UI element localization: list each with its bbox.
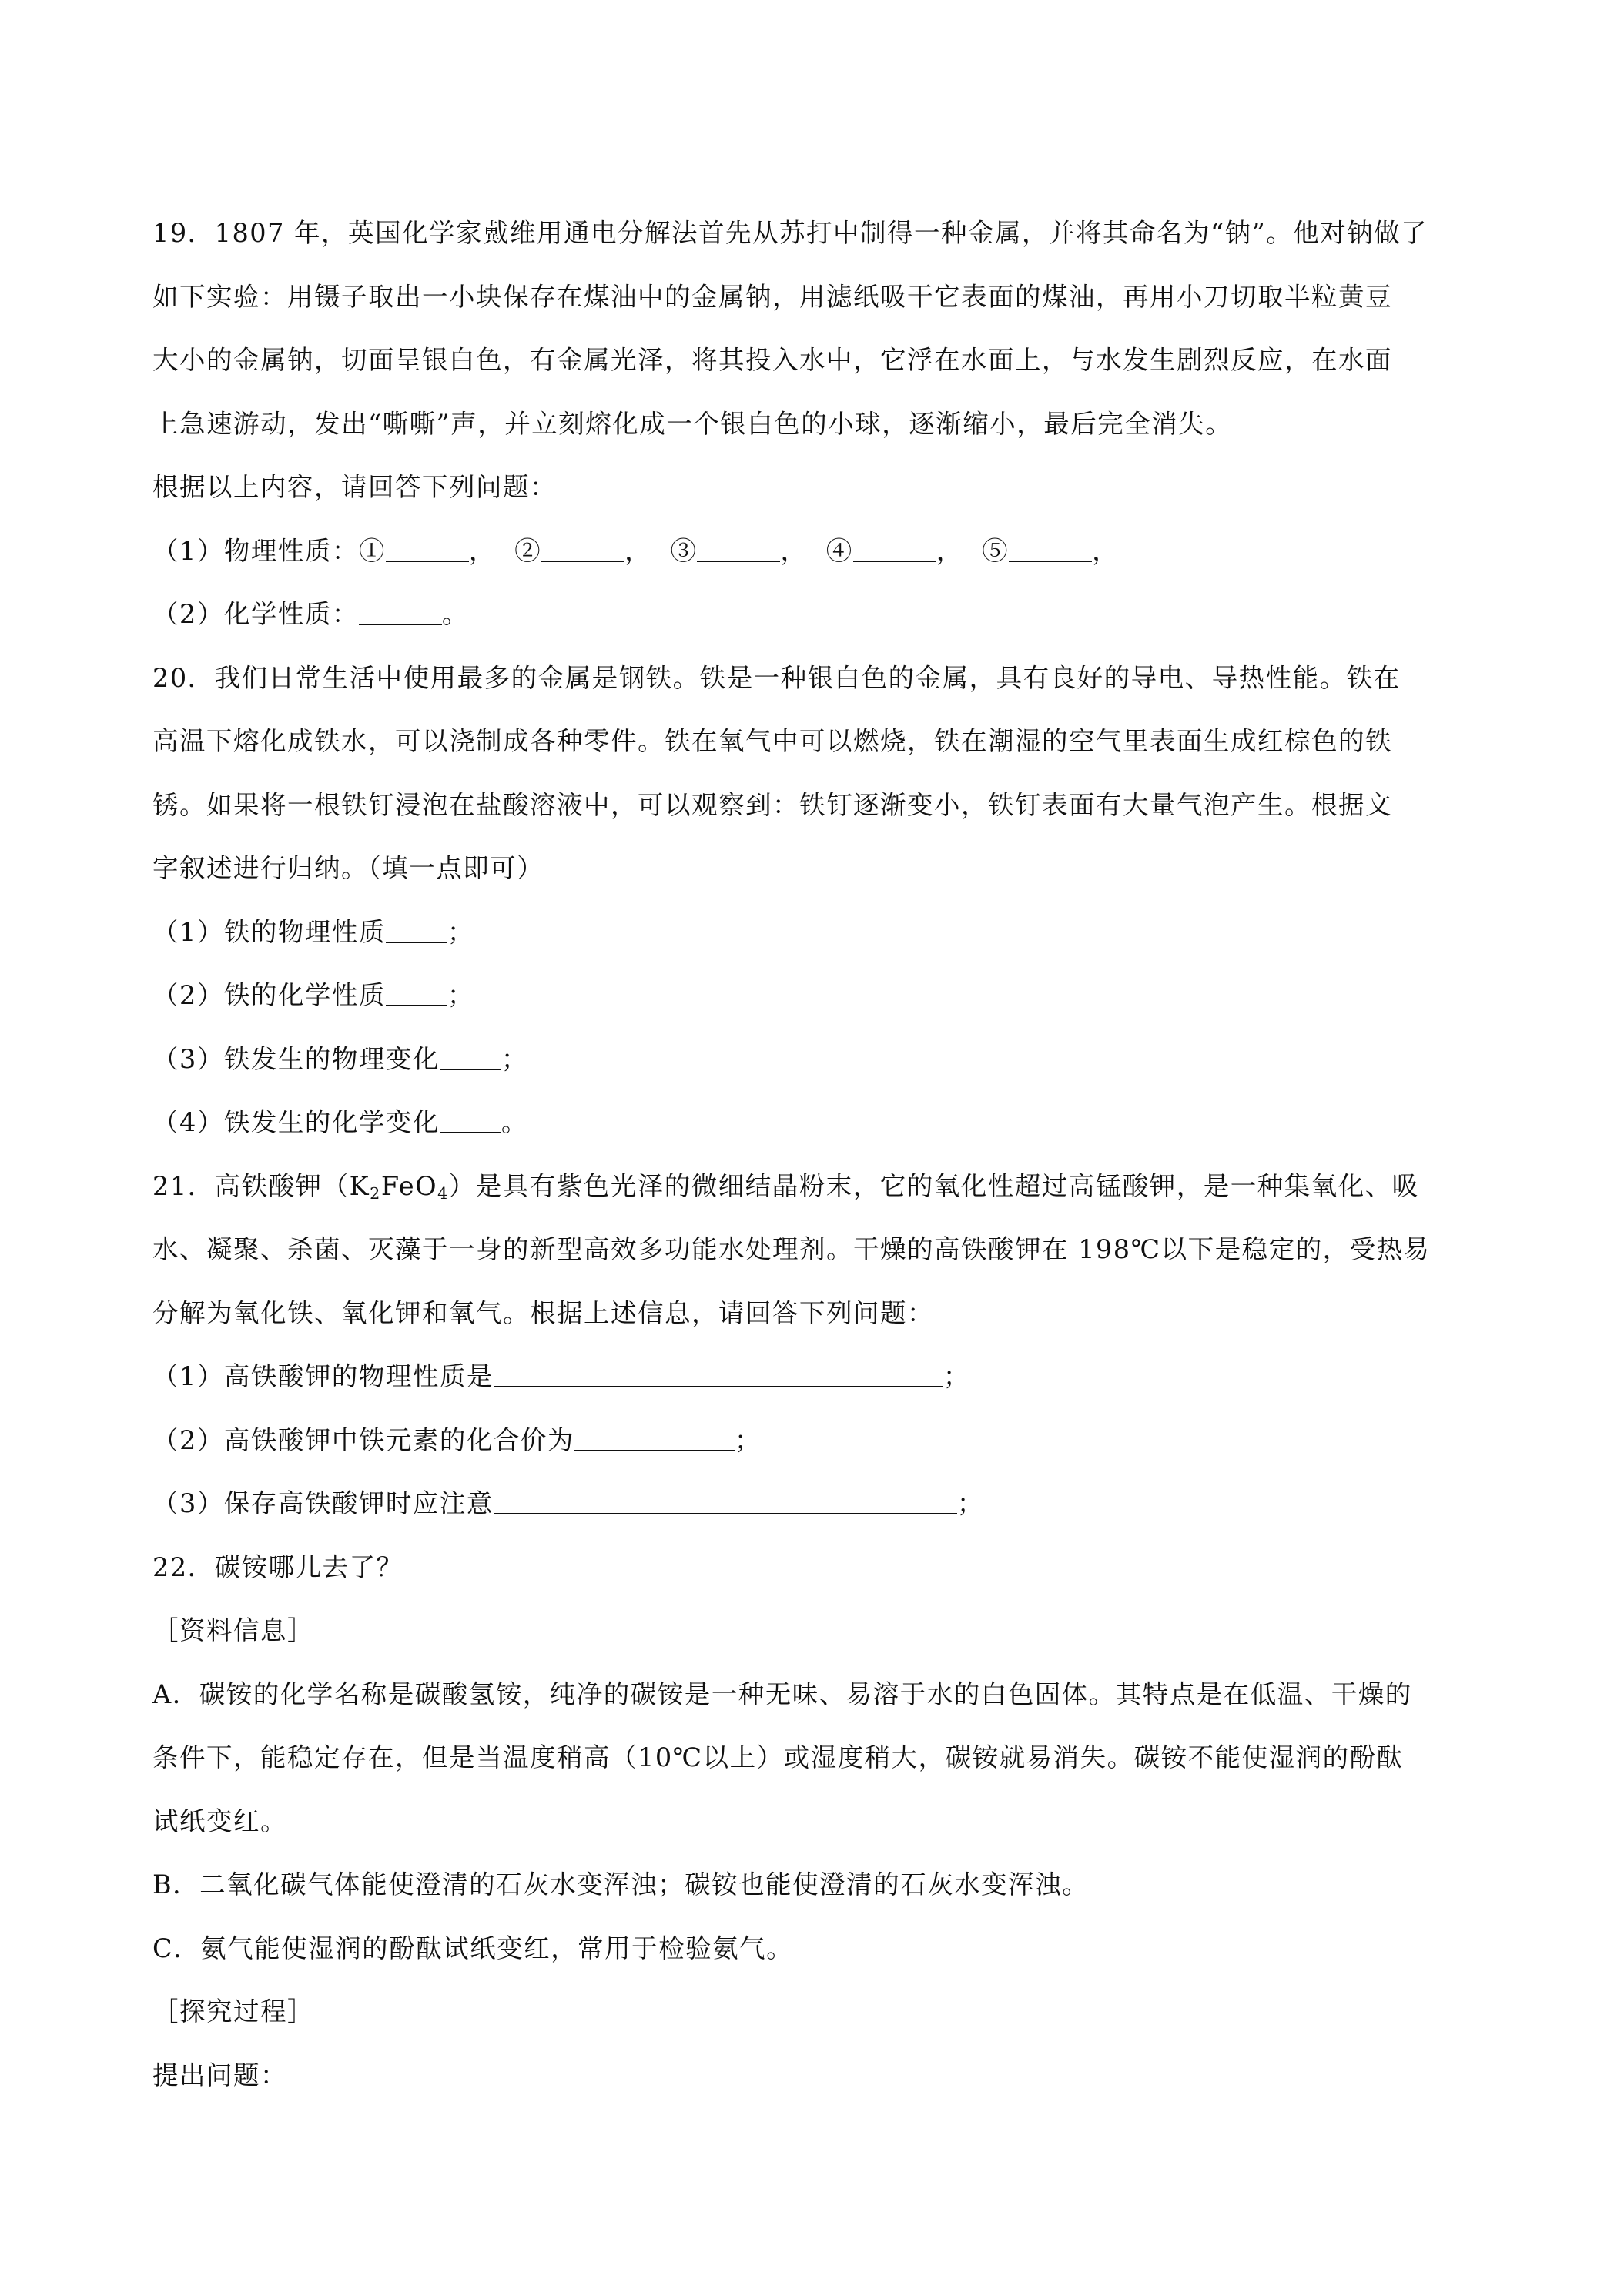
answer-blank[interactable]: [359, 600, 442, 626]
q19-sub1-label: （1）物理性质：: [152, 535, 359, 566]
q19-sub2-label: （2）化学性质：: [152, 599, 359, 629]
q22-line-5: 试纸变红。: [152, 1806, 287, 1836]
q20-item-2-label: （2）铁的化学性质: [152, 980, 386, 1010]
marker-1: ①: [358, 535, 386, 566]
q20-line-4: 字叙述进行归纳。（填一点即可）: [152, 853, 544, 883]
comma: ，: [936, 535, 963, 566]
comma: ，: [624, 535, 652, 566]
semicolon: ；: [447, 916, 474, 947]
q19-line-1: 19．1807 年，英国化学家戴维用通电分解法首先从苏打中制得一种金属，并将其命名为“钠”。他对钠做了: [152, 218, 1428, 248]
q21-item-2-label: （2）高铁酸钾中铁元素的化合价为: [152, 1424, 574, 1455]
q20-item-1-label: （1）铁的物理性质: [152, 916, 386, 947]
q20-line-2: 高温下熔化成铁水，可以浇制成各种零件。铁在氧气中可以燃烧，铁在潮湿的空气里表面生成红棕色的铁: [152, 726, 1392, 756]
answer-blank[interactable]: [494, 1362, 943, 1388]
period: 。: [441, 599, 469, 629]
comma: ，: [780, 535, 808, 566]
subscript: 2: [370, 1183, 381, 1203]
q19-sub2: [152, 583, 1482, 647]
answer-blank[interactable]: [386, 536, 469, 562]
answer-blank[interactable]: [494, 1489, 957, 1515]
answer-blank[interactable]: [440, 1044, 501, 1070]
semicolon: ；: [734, 1424, 762, 1455]
q20-item-3-label: （3）铁发生的物理变化: [152, 1043, 440, 1074]
q22-line-2: ［资料信息］: [152, 1615, 314, 1645]
comma: ，: [468, 535, 496, 566]
q22-line-8: ［探究过程］: [152, 1996, 314, 2027]
q20-line-3: 锈。如果将一根铁钉浸泡在盐酸溶液中，可以观察到：铁钉逐渐变小，铁钉表面有大量气泡产生。根据文: [152, 789, 1392, 820]
q22-line-6: B．二氧化碳气体能使澄清的石灰水变浑浊；碳铵也能使澄清的石灰水变浑浊。: [152, 1869, 1090, 1899]
marker-4: ④: [825, 535, 853, 566]
semicolon: ；: [447, 980, 474, 1010]
answer-blank[interactable]: [386, 981, 447, 1007]
q21-item-3: [152, 1472, 1482, 1536]
q21-item-2: [152, 1409, 1482, 1473]
q20-item-4-label: （4）铁发生的化学变化: [152, 1107, 440, 1137]
marker-2: ②: [514, 535, 542, 566]
q20-item-1: [152, 901, 1482, 965]
q20-item-4: [152, 1091, 1482, 1155]
q21-text-c: ）是具有紫色光泽的微细结晶粉末，它的氧化性超过高锰酸钾，是一种集氧化、吸: [448, 1170, 1419, 1201]
q20-item-2: [152, 964, 1482, 1028]
q22-line-4: 条件下，能稳定存在，但是当温度稍高（10℃以上）或湿度稍大，碳铵就易消失。碳铵不能使湿润的酚酞: [152, 1742, 1404, 1772]
q19-line-5: 根据以上内容，请回答下列问题：: [152, 472, 557, 502]
q20-line-1: 20．我们日常生活中使用最多的金属是钢铁。铁是一种银白色的金属，具有良好的导电、导热性能。铁在: [152, 662, 1401, 693]
q19-sub1: [152, 520, 1482, 584]
q21-text-b: FeO: [380, 1170, 438, 1201]
answer-blank[interactable]: [541, 536, 624, 562]
q21-text-a: 21．高铁酸钾（K: [152, 1170, 370, 1201]
period: 。: [501, 1107, 528, 1137]
q21-line-2: 水、凝聚、杀菌、灭藻于一身的新型高效多功能水处理剂。干燥的高铁酸钾在 198℃以下是稳定的，受热易: [152, 1234, 1431, 1264]
marker-3: ③: [670, 535, 698, 566]
answer-blank[interactable]: [1009, 536, 1092, 562]
answer-blank[interactable]: [574, 1425, 735, 1451]
semicolon: ；: [943, 1361, 970, 1391]
semicolon: ；: [501, 1043, 528, 1074]
q21-item-3-label: （3）保存高铁酸钾时应注意: [152, 1488, 494, 1518]
q22-line-9: 提出问题：: [152, 2060, 287, 2090]
q21-item-1: [152, 1345, 1482, 1409]
q22-line-3: A．碳铵的化学名称是碳酸氢铵，纯净的碳铵是一种无味、易溶于水的白色固体。其特点是在低温、干燥的: [152, 1678, 1412, 1709]
subscript: 4: [437, 1183, 449, 1203]
semicolon: ；: [956, 1488, 984, 1518]
q20-item-3: [152, 1028, 1482, 1092]
q22-line-1: 22．碳铵哪儿去了？: [152, 1551, 403, 1582]
marker-5: ⑤: [982, 535, 1010, 566]
answer-blank[interactable]: [697, 536, 780, 562]
q19-line-4: 上急速游动，发出“嘶嘶”声，并立刻熔化成一个银白色的小球，逐渐缩小，最后完全消失。: [152, 408, 1233, 439]
comma: ，: [1092, 535, 1120, 566]
q21-line-3: 分解为氧化铁、氧化钾和氧气。根据上述信息，请回答下列问题：: [152, 1297, 934, 1328]
answer-blank[interactable]: [386, 917, 447, 943]
q21-item-1-label: （1）高铁酸钾的物理性质是: [152, 1361, 494, 1391]
q22-line-7: C．氨气能使湿润的酚酞试纸变红，常用于检验氨气。: [152, 1933, 794, 1963]
q21-line-1: [152, 1155, 1482, 1219]
q19-line-3: 大小的金属钠，切面呈银白色，有金属光泽，将其投入水中，它浮在水面上，与水发生剧烈反应，在水面: [152, 345, 1392, 375]
answer-blank[interactable]: [440, 1108, 501, 1134]
answer-blank[interactable]: [853, 536, 936, 562]
q19-line-2: 如下实验：用镊子取出一小块保存在煤油中的金属钠，用滤纸吸干它表面的煤油，再用小刀切取半粒黄豆: [152, 281, 1392, 312]
